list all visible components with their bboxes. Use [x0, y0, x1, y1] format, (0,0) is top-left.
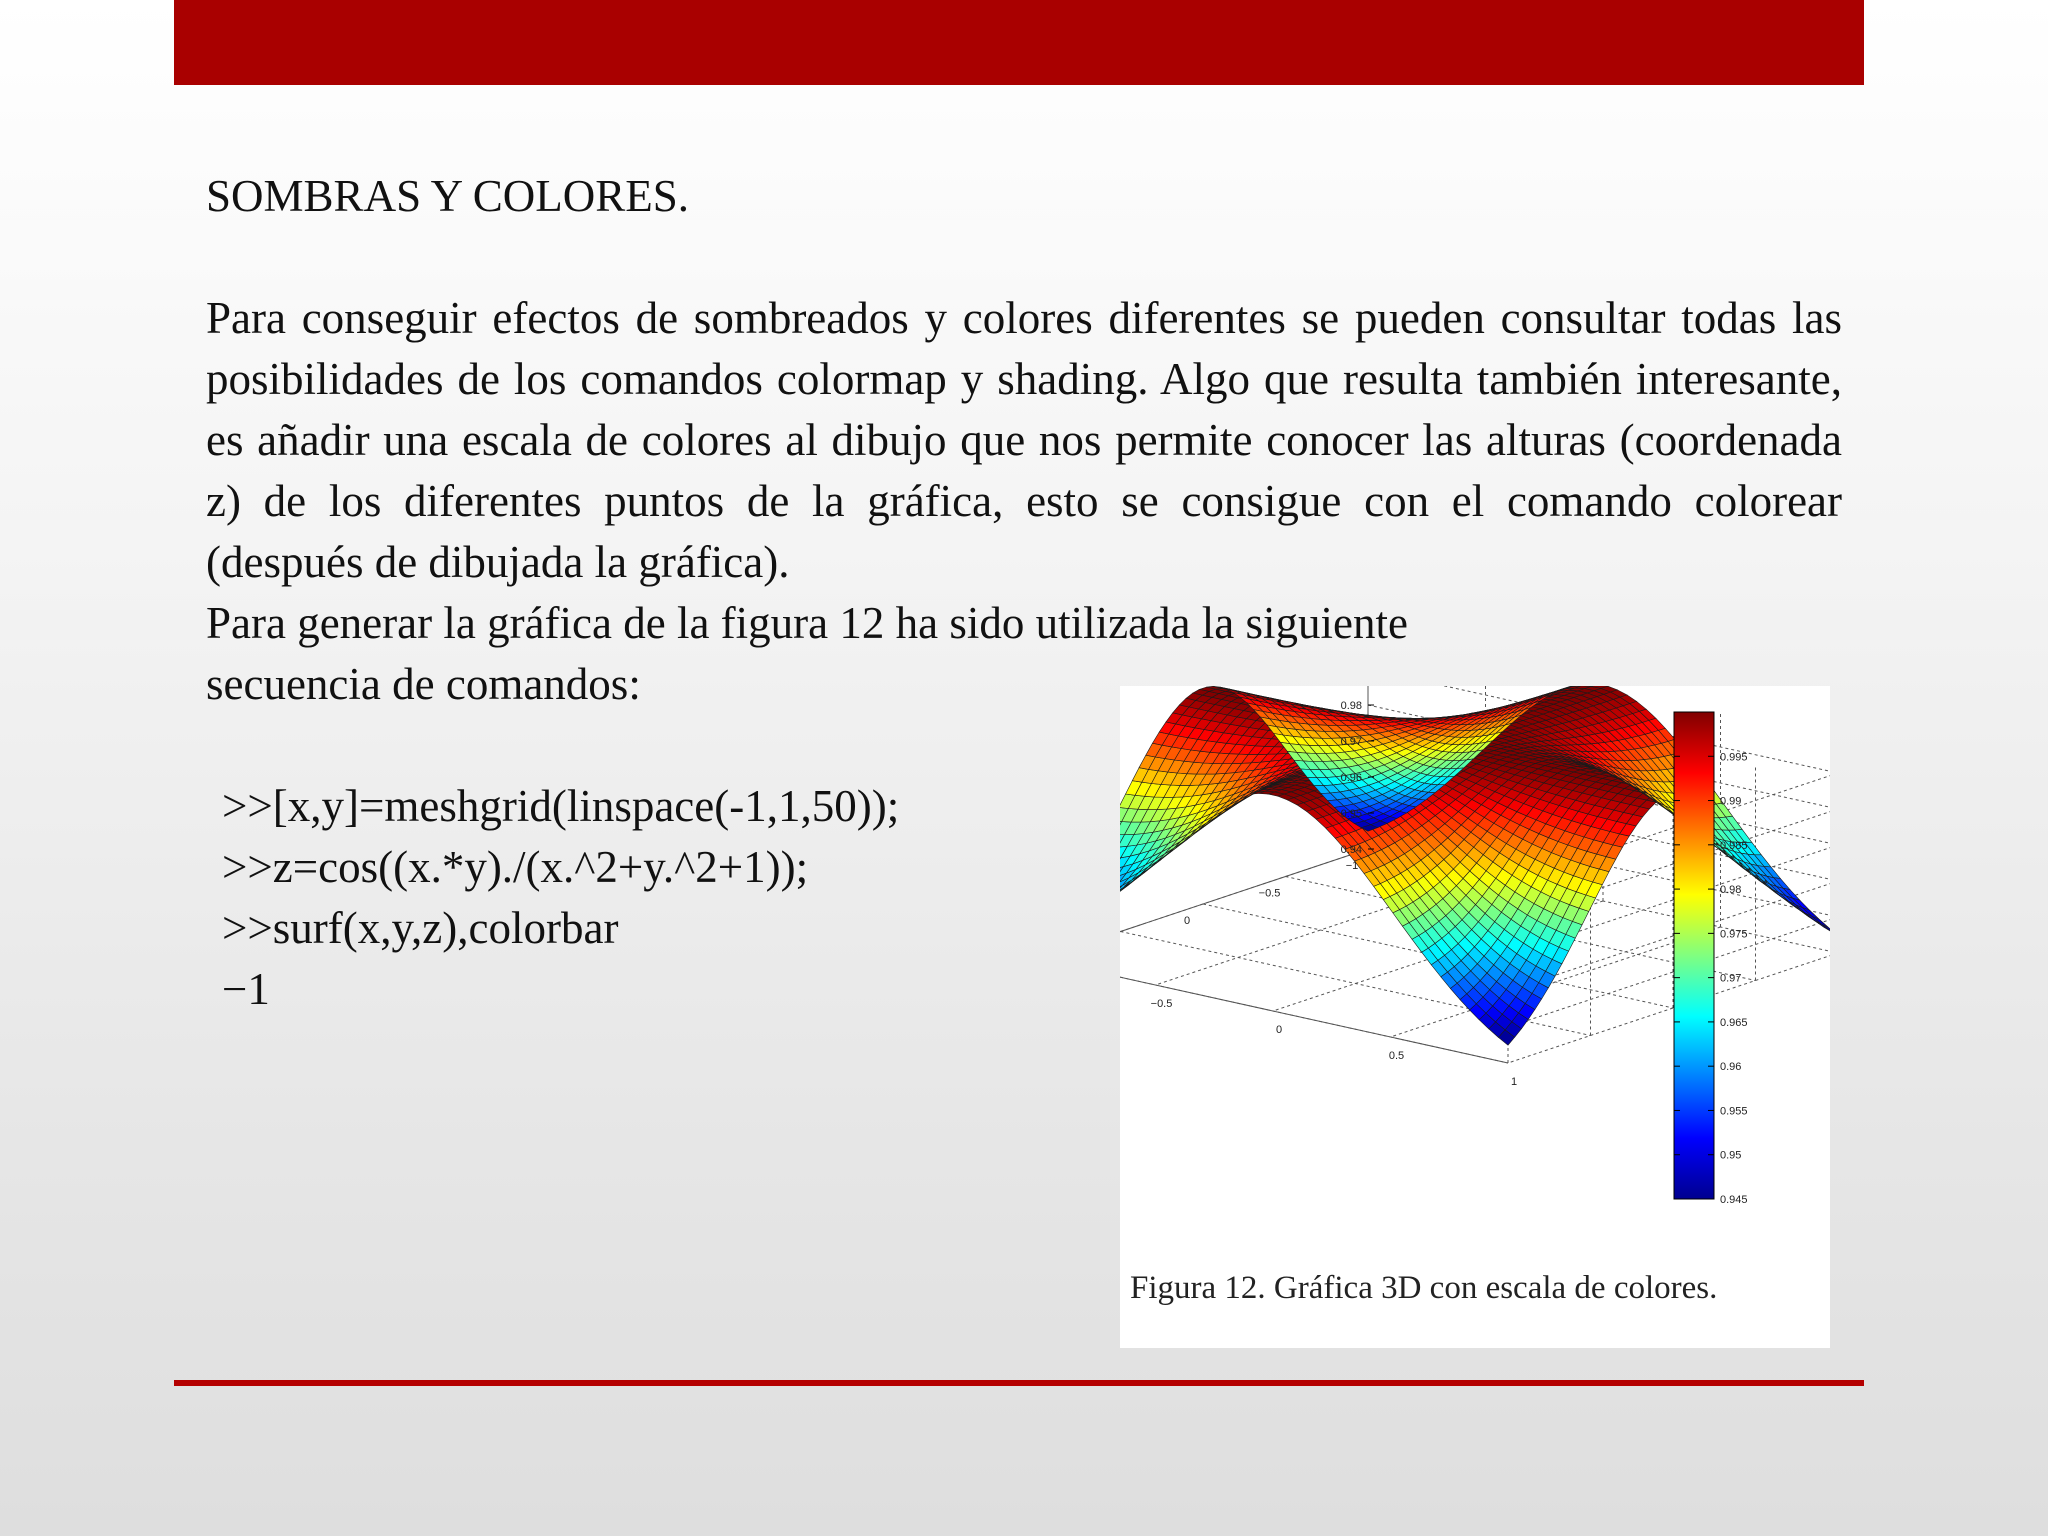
- x-tick-label: −1: [1345, 860, 1359, 872]
- figure-reference-line-1: Para generar la gráfica de la figura 12 ha sido utilizada la siguiente: [206, 598, 1408, 648]
- colorbar-tick-label: 0.985: [1720, 839, 1748, 852]
- figure-12: [1120, 686, 1830, 1348]
- code-line: >>z=cos((x.*y)./(x.^2+y.^2+1));: [222, 842, 809, 892]
- y-tick-label: −0.5: [1150, 998, 1173, 1010]
- colorbar-tick-label: 0.975: [1720, 928, 1748, 941]
- colorbar-tick-label: 0.965: [1720, 1016, 1748, 1029]
- figure-caption: [1130, 1270, 1717, 1307]
- code-line: −1: [222, 964, 270, 1014]
- colorbar: [1674, 712, 1714, 1199]
- caption-label: Figura 12.: [1130, 1270, 1266, 1306]
- x-tick-label: −0.5: [1258, 887, 1281, 900]
- z-tick-label: 0.98: [1340, 700, 1362, 712]
- y-tick-label: 0.5: [1388, 1050, 1405, 1062]
- colorbar-tick-label: 0.99: [1720, 795, 1742, 808]
- slide-title: SOMBRAS Y COLORES.: [206, 171, 690, 221]
- surface-plot: [1120, 686, 1830, 1256]
- x-tick-label: 0: [1183, 915, 1191, 927]
- code-line: >>surf(x,y,z),colorbar: [222, 903, 619, 953]
- figure-reference-line-2: secuencia de comandos:: [206, 659, 641, 709]
- surface-patch: [1812, 916, 1828, 927]
- x-axis-ticks: [1120, 860, 1358, 982]
- colorbar-tick-label: 0.995: [1720, 751, 1748, 764]
- slide-footer-rule: [174, 1380, 1864, 1386]
- colorbar-tick-label: 0.96: [1720, 1061, 1742, 1074]
- y-tick-label: 0: [1275, 1024, 1283, 1036]
- z-tick-label: 0.94: [1340, 844, 1362, 856]
- code-line: >>[x,y]=meshgrid(linspace(-1,1,50));: [222, 781, 900, 831]
- colorbar-tick-label: 0.97: [1720, 972, 1742, 985]
- grid-line: [1120, 849, 1368, 959]
- colorbar-tick-label: 0.98: [1720, 884, 1742, 897]
- intro-paragraph: Para conseguir efectos de sombreados y colores diferentes se pueden consultar todas las posibilidades de los comandos colormap y shading. Algo que resulta también interesante, es añadir una escala de colores al dibujo que nos permite conocer las alturas (coordenada z) de los diferentes puntos de la gráfica, esto se consigue con el comando colorear (después de dibujada la gráfica).: [206, 293, 1842, 587]
- z-tick-label: 0.97: [1340, 736, 1362, 748]
- colorbar-tick-label: 0.945: [1720, 1194, 1748, 1206]
- z-tick-label: 0.96: [1340, 772, 1362, 784]
- surface-patch: [1120, 890, 1122, 902]
- colorbar-tick-label: 0.95: [1720, 1149, 1742, 1162]
- z-tick-label: 0.95: [1340, 808, 1362, 820]
- colorbar-tick-label: 0.955: [1720, 1105, 1748, 1118]
- slide-header-bar: [174, 0, 1864, 85]
- caption-text: Gráfica 3D con escala de colores.: [1273, 1270, 1718, 1306]
- grid-line: [1120, 849, 1368, 959]
- y-tick-label: 1: [1510, 1076, 1518, 1088]
